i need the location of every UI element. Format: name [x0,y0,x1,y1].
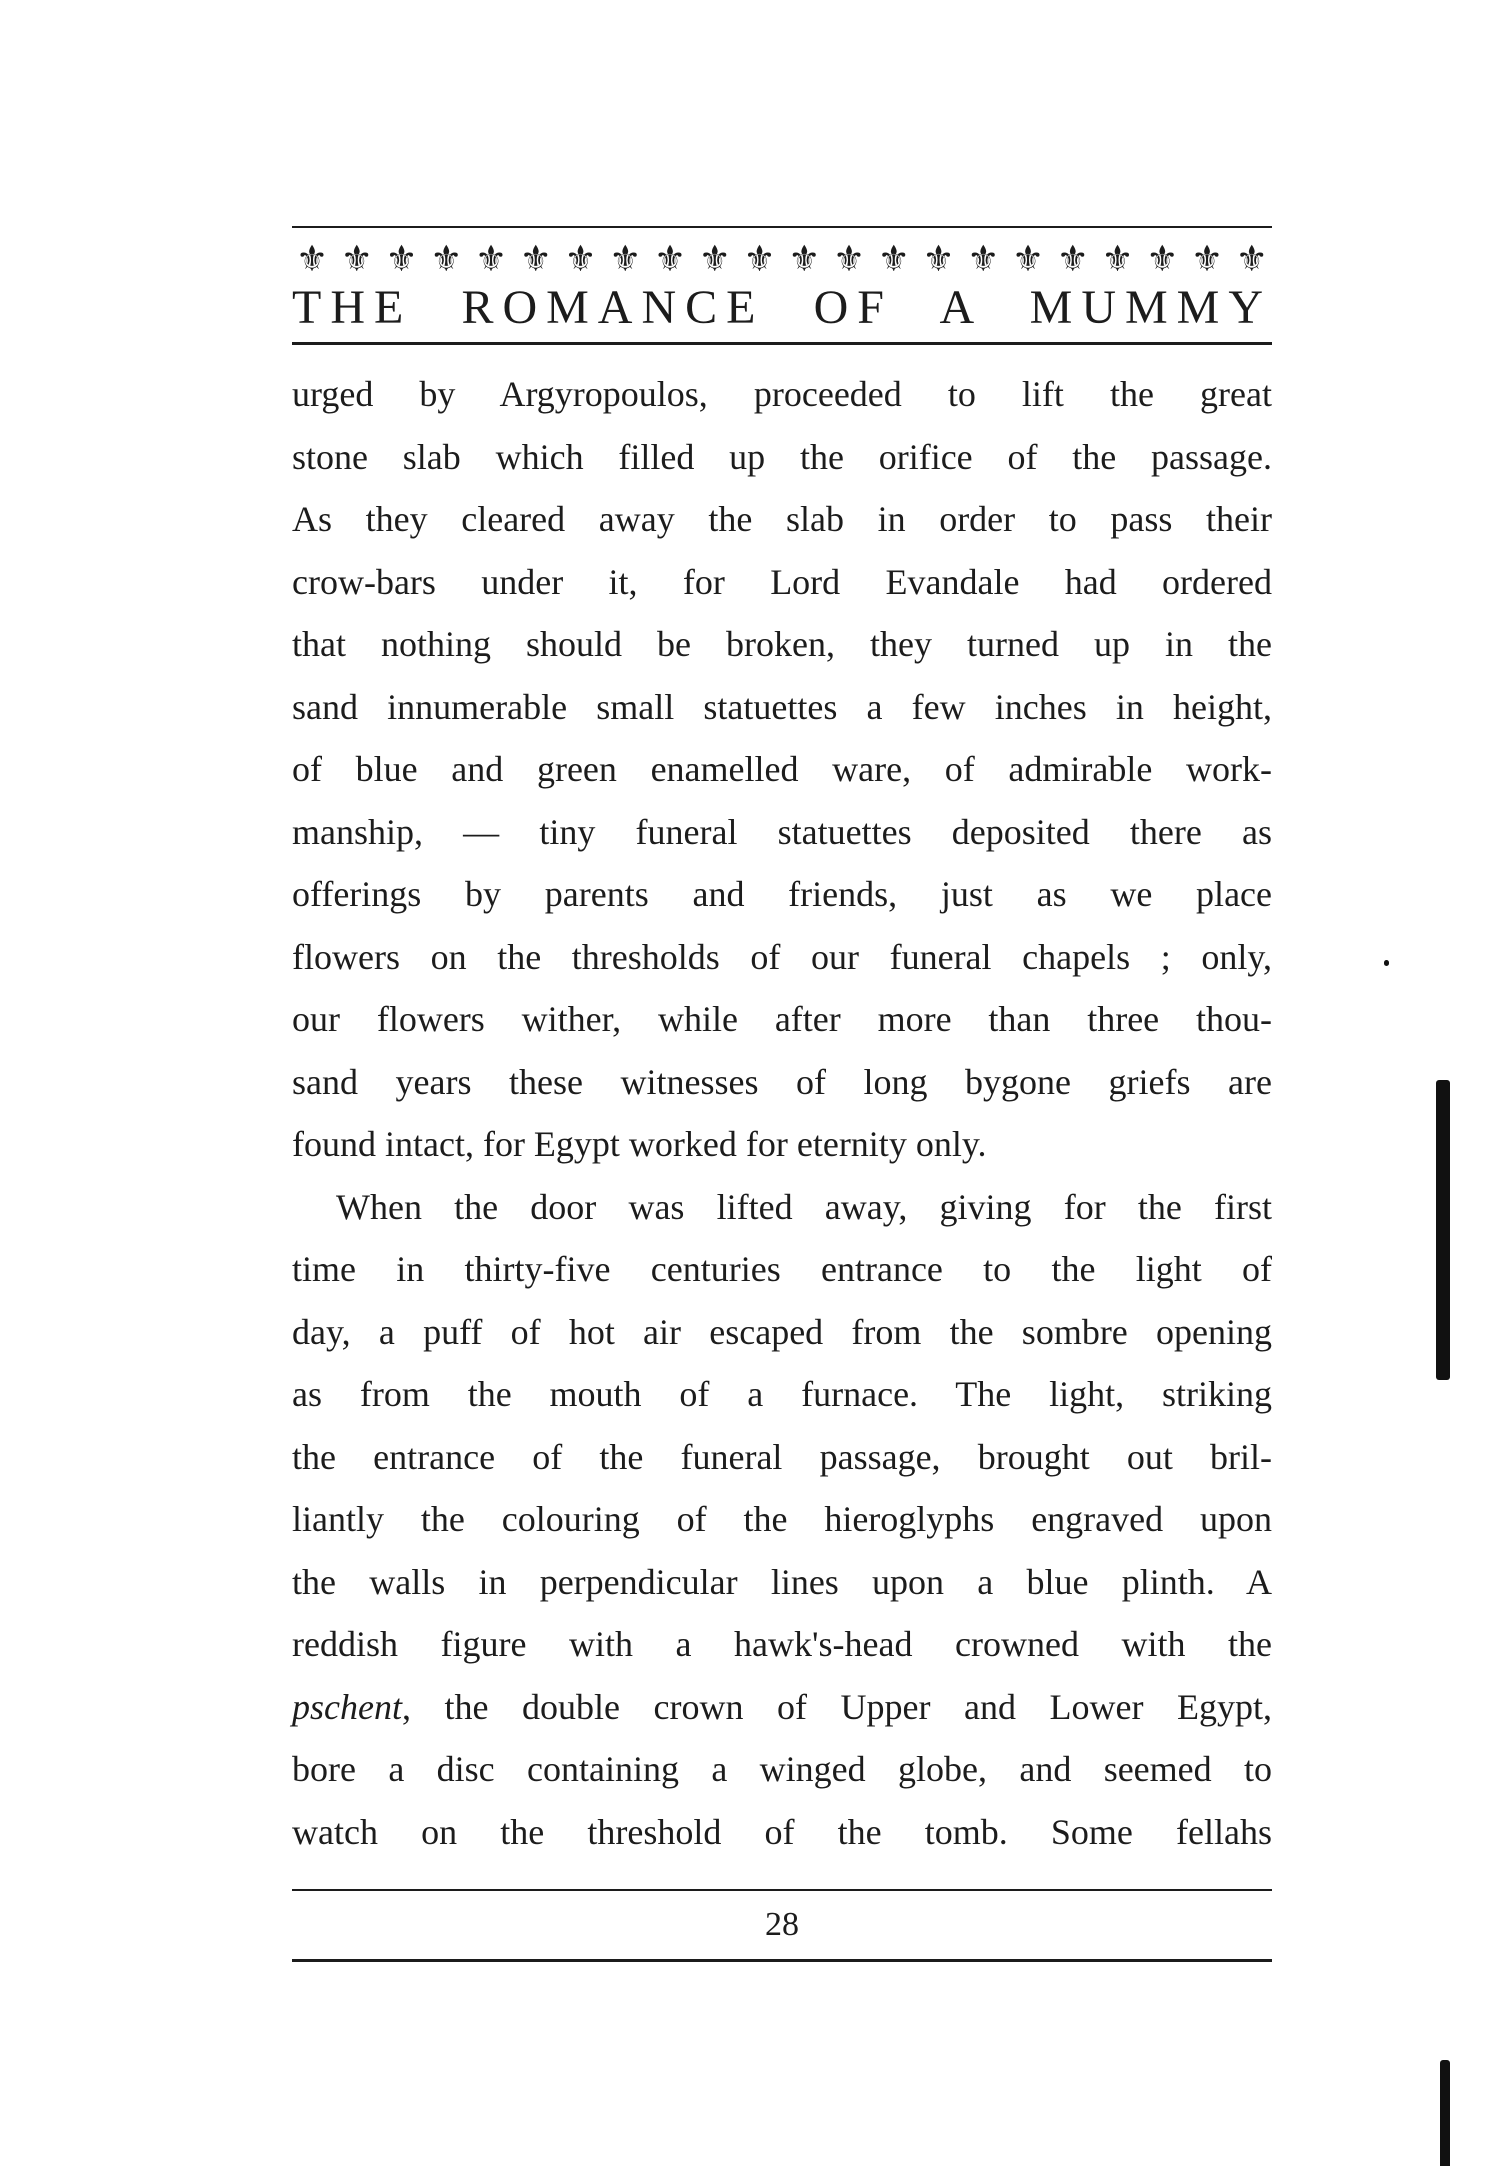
fleur-de-lis-icon: ⚜ [295,240,329,280]
text-line: reddish figure with a hawk's-head crowned with the [292,1624,1272,1664]
fleur-de-lis-icon: ⚜ [1190,240,1224,280]
fleur-de-lis-icon: ⚜ [967,240,1000,280]
running-title: THE ROMANCE OF A MUMMY [292,282,1272,334]
page-number: 28 [765,1906,799,1943]
text-line: crow-bars under it, for Lord Evandale had ordered [292,561,1272,602]
fleur-de-lis-icon: ⚜ [474,240,508,280]
scan-mark [1440,2060,1450,2166]
text-line: As they cleared away the slab in order to pass their [292,499,1272,539]
text-line-italic [292,1676,1272,1739]
fleur-de-lis-icon: ⚜ [519,240,552,280]
fleur-de-lis-icon: ⚜ [385,240,418,280]
text-line: offerings by parents and friends, just as we place [292,874,1272,914]
fleur-de-lis-icon: ⚜ [877,240,910,280]
footer-rule-top [292,1889,1272,1891]
footer [292,1889,1272,1962]
fleur-de-lis-icon: ⚜ [340,240,373,280]
fleur-de-lis-icon: ⚜ [1011,240,1045,280]
fleur-de-lis-icon: ⚜ [430,240,463,280]
scan-mark [1384,960,1389,966]
text-line: of blue and green enamelled ware, of admirable work- [292,749,1272,789]
text-line: urged by Argyropoulos, proceeded to lift the great [292,374,1272,414]
fleur-de-lis-icon: ⚜ [653,240,687,280]
text-line: manship, — tiny funeral statuettes deposited there as [292,811,1272,852]
ornament-border [292,240,1272,280]
text-line: as from the mouth of a furnace. The light, striking [292,1374,1272,1414]
text-line: sand innumerable small statuettes a few inches in height, [292,686,1272,727]
text-line: found intact, for Egypt worked for eternity only. [292,1124,987,1164]
body-text [292,363,1272,1863]
fleur-de-lis-icon: ⚜ [832,240,866,280]
fleur-de-lis-icon: ⚜ [1056,240,1089,280]
book-page [292,226,1272,1962]
header-rule [292,342,1272,345]
fleur-de-lis-icon: ⚜ [1101,240,1134,280]
fleur-de-lis-icon: ⚜ [564,240,597,280]
text-line: time in thirty-five centuries entrance to the light of [292,1249,1272,1289]
text-line: day, a puff of hot air escaped from the sombre opening [292,1311,1272,1352]
fleur-de-lis-icon: ⚜ [698,240,731,280]
footer-rule-bottom [292,1959,1272,1962]
top-rule [292,226,1272,228]
text-line: sand years these witnesses of long bygone griefs are [292,1061,1272,1102]
text-line: flowers on the thresholds of our funeral chapels ; only, [292,936,1272,977]
text-line: that nothing should be broken, they turned up in the [292,624,1272,664]
text-line-rest: , the double crown of Upper and Lower Egypt, [401,1686,1272,1727]
text-line: watch on the threshold of the tomb. Some fellahs [292,1811,1272,1852]
text-line: the entrance of the funeral passage, brought out bril- [292,1436,1272,1477]
paragraph-1 [292,363,1272,1176]
scan-mark [1436,1080,1450,1380]
fleur-de-lis-icon: ⚜ [1146,240,1179,280]
paragraph-2 [292,1176,1272,1864]
text-line: liantly the colouring of the hieroglyphs engraved upon [292,1499,1272,1539]
text-line: stone slab which filled up the orifice of the passage. [292,436,1272,477]
text-line: When the door was lifted away, giving for the first [336,1186,1272,1227]
italic-word: pschent [292,1686,402,1727]
fleur-de-lis-icon: ⚜ [922,240,955,280]
fleur-de-lis-icon: ⚜ [1235,240,1268,280]
text-line: the walls in perpendicular lines upon a blue plinth. A [292,1561,1272,1602]
fleur-de-lis-icon: ⚜ [609,240,642,280]
text-line: our flowers wither, while after more than three thou- [292,999,1272,1039]
text-line: bore a disc containing a winged globe, and seemed to [292,1749,1272,1789]
fleur-de-lis-icon: ⚜ [743,240,776,280]
fleur-de-lis-icon: ⚜ [788,240,821,280]
